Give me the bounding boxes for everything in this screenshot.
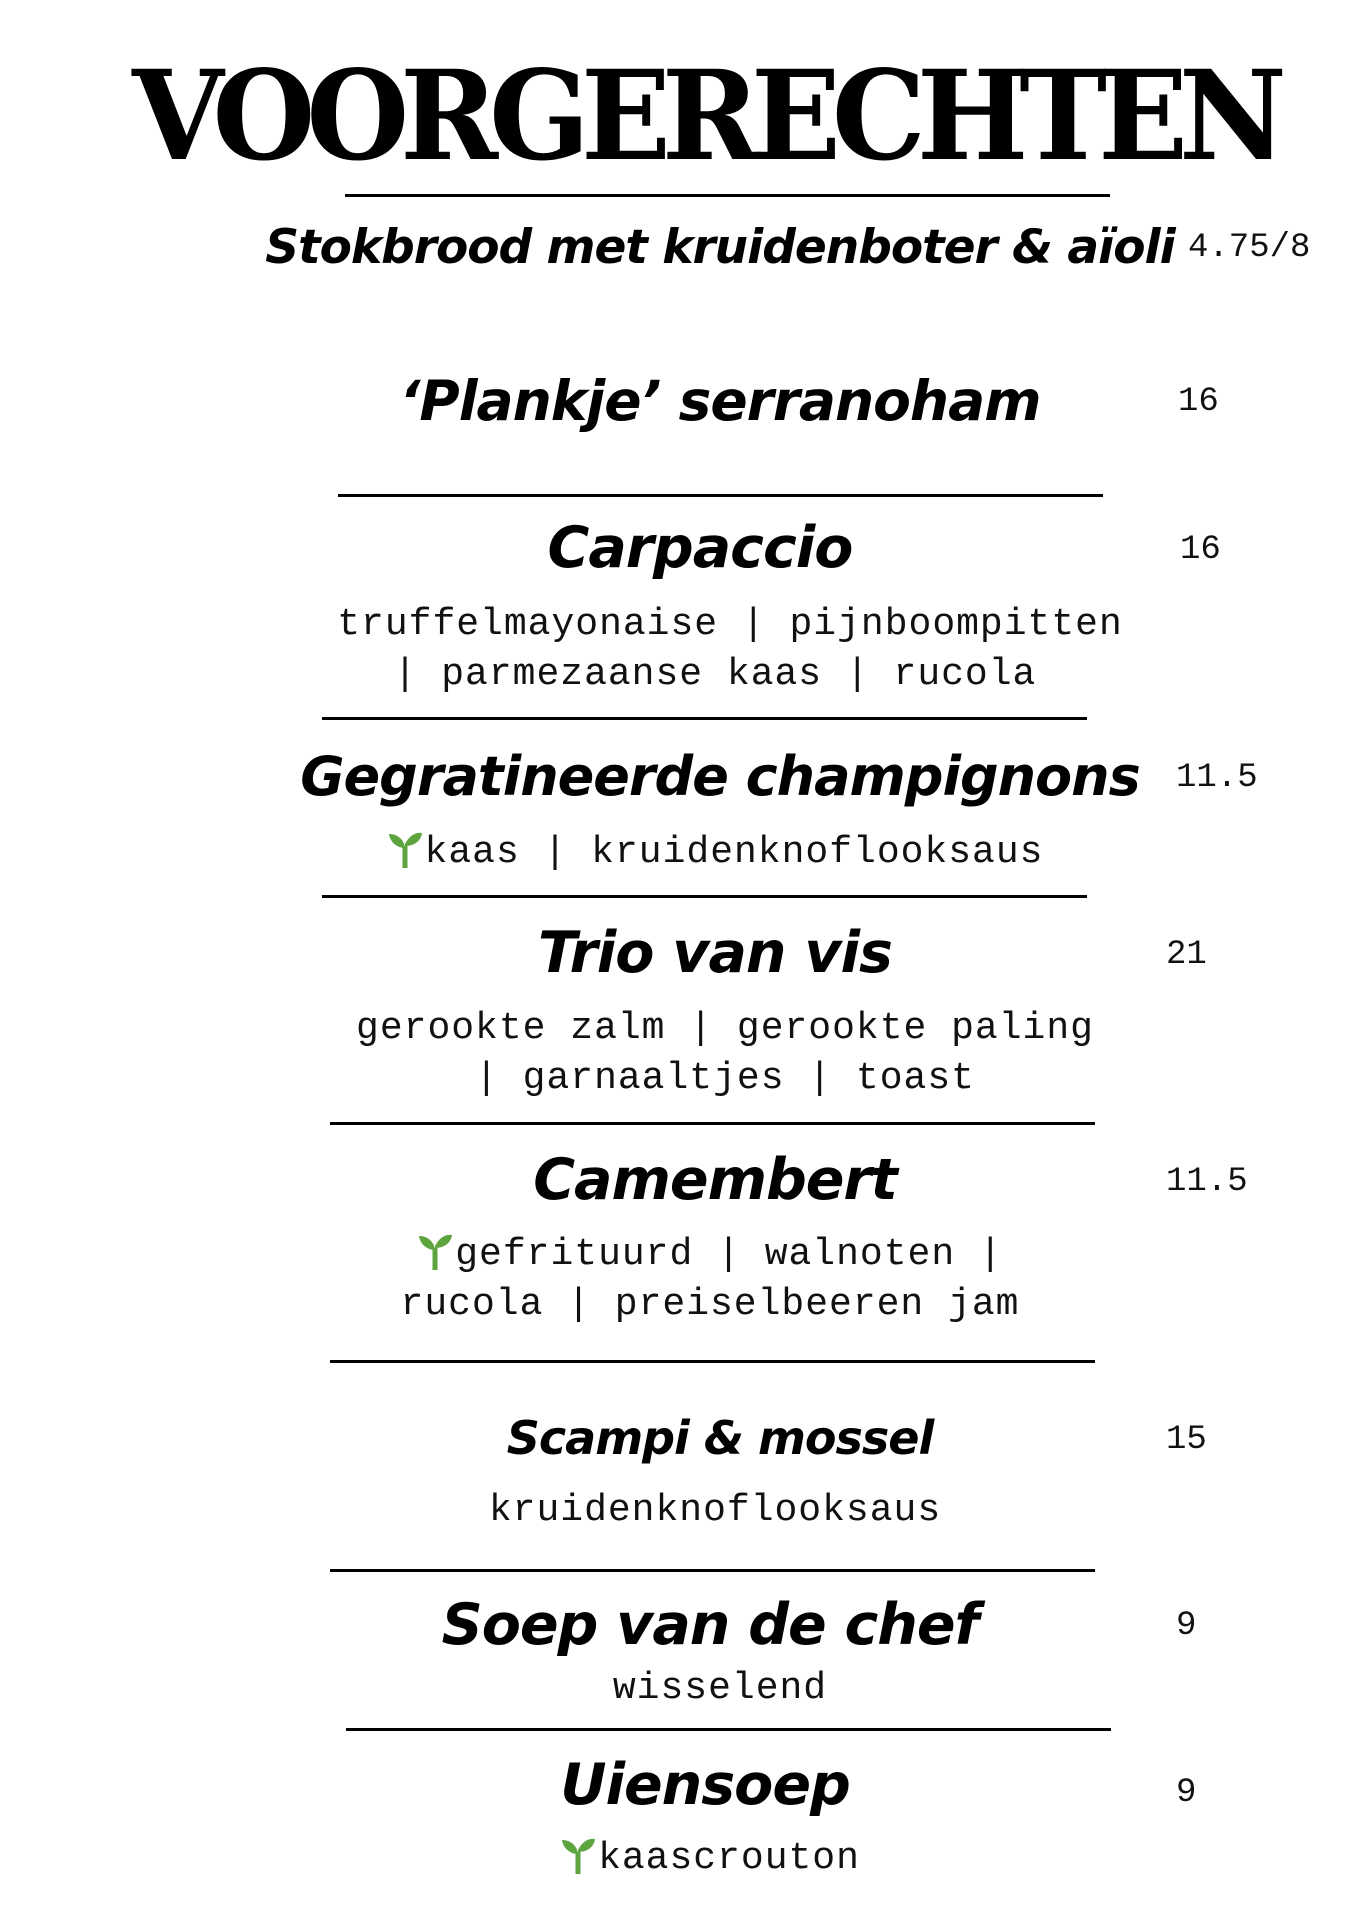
menu-item-price: 21 (1166, 936, 1207, 974)
menu-item-name: Trio van vis (538, 920, 892, 986)
divider (330, 1122, 1095, 1125)
menu-item-description-text: kaascrouton (598, 1837, 860, 1880)
divider (346, 1728, 1111, 1731)
menu-item-price: 9 (1176, 1607, 1197, 1645)
menu-item-price: 11.5 (1176, 759, 1258, 797)
menu-item-description: gerookte zalm | gerookte paling (356, 1007, 1094, 1050)
menu-item-price: 9 (1176, 1774, 1197, 1812)
menu-item-description: rucola | preiselbeeren jam (400, 1283, 1020, 1326)
menu-item-price: 16 (1180, 531, 1221, 569)
divider (330, 1360, 1095, 1363)
menu-item-name: Uiensoep (560, 1752, 850, 1818)
divider (345, 194, 1110, 197)
menu-item-description-text: gefrituurd | walnoten | (455, 1233, 1003, 1276)
menu-item-name: Stokbrood met kruidenboter & aïoli (265, 220, 1175, 275)
divider (322, 717, 1087, 720)
vegetarian-sprout-icon (417, 1230, 453, 1270)
menu-item-name: Carpaccio (547, 515, 853, 581)
menu-item-description (300, 1230, 1120, 1280)
menu-item-name: Soep van de chef (441, 1592, 979, 1658)
menu-item-description-text: kaas | kruidenknoflooksaus (424, 831, 1044, 874)
menu-item-description: wisselend (612, 1667, 828, 1710)
menu-item-description: kruidenknoflooksaus (488, 1489, 942, 1532)
menu-item-name: Gegratineerde champignons (300, 745, 1140, 808)
menu-item-price: 11.5 (1166, 1163, 1248, 1201)
menu-item-price: 16 (1178, 383, 1219, 421)
menu-item-description: truffelmayonaise | pijnboompitten (337, 603, 1123, 646)
menu-item-description (300, 828, 1130, 878)
menu-item-price: 4.75/8 (1188, 229, 1311, 267)
menu-item-description: | parmezaanse kaas | rucola (393, 653, 1037, 696)
vegetarian-sprout-icon (560, 1834, 596, 1874)
divider (330, 1569, 1095, 1572)
menu-item-description: | garnaaltjes | toast (475, 1057, 975, 1100)
divider (322, 895, 1087, 898)
menu-item-price: 15 (1166, 1421, 1207, 1459)
menu-item-description (300, 1834, 1120, 1884)
menu-item-name: ‘Plankje’ serranoham (399, 369, 1041, 433)
page-title: VOORGERECHTEN (132, 42, 1278, 189)
menu-item-name: Scampi & mossel (506, 1411, 934, 1465)
vegetarian-sprout-icon (387, 828, 423, 868)
divider (338, 494, 1103, 497)
menu-item-name: Camembert (533, 1147, 897, 1213)
